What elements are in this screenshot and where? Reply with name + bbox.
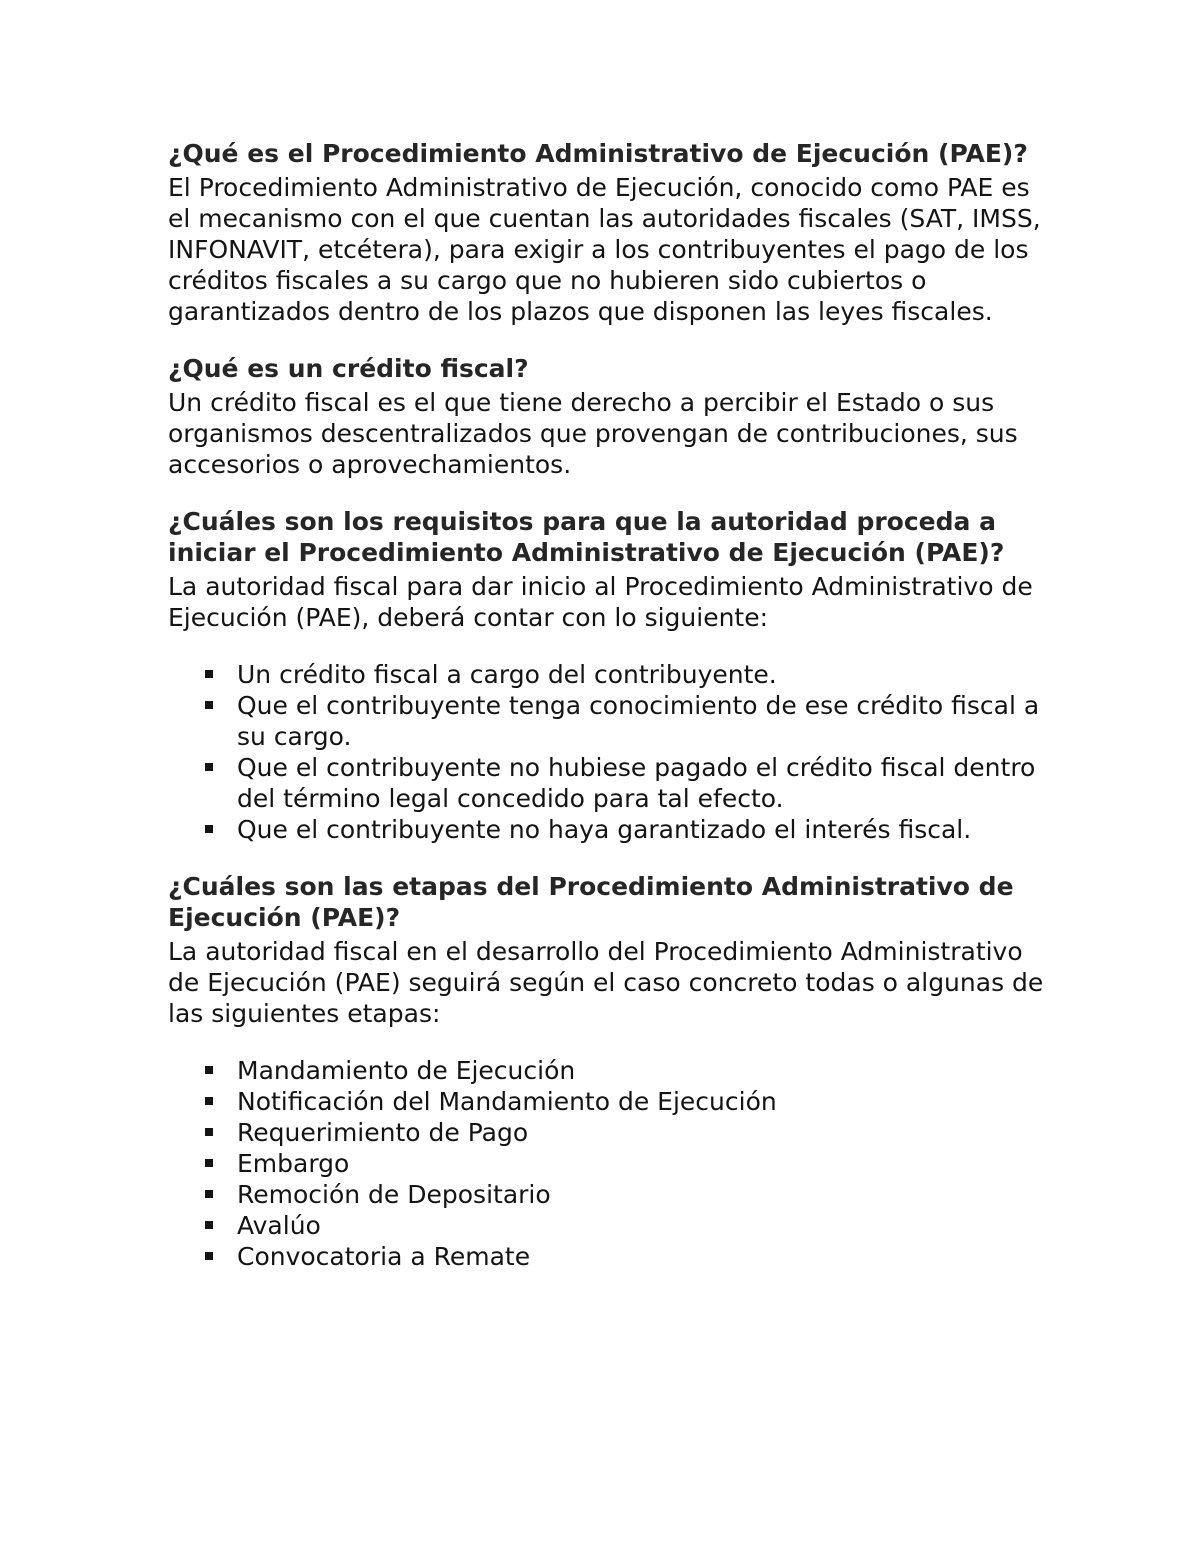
square-bullet-icon <box>205 701 213 709</box>
section-paragraph: La autoridad fiscal en el desarrollo del Procedimiento Administrativo de Ejecución (PAE) seguirá según el caso concreto todas o algunas de las siguientes etapas: <box>168 937 1044 1028</box>
list-item-text: Notificación del Mandamiento de Ejecución <box>237 1087 777 1116</box>
list-item-text: Que el contribuyente no haya garantizado el interés fiscal. <box>237 815 972 844</box>
section-heading: ¿Cuáles son los requisitos para que la autoridad proceda a iniciar el Procedimiento Administrativo de Ejecución (PAE)? <box>168 507 1005 567</box>
list-item <box>168 659 1048 690</box>
section-requisitos <box>168 506 1048 845</box>
list-item <box>168 1148 1048 1179</box>
list-item <box>168 752 1048 814</box>
list-item-text: Que el contribuyente tenga conocimiento de ese crédito fiscal a su cargo. <box>237 691 1040 751</box>
list-item-text: Que el contribuyente no hubiese pagado el crédito fiscal dentro del término legal concedido para tal efecto. <box>237 753 1036 813</box>
section-etapas <box>168 871 1048 1272</box>
square-bullet-icon <box>205 1128 213 1136</box>
section-heading: ¿Qué es el Procedimiento Administrativo de Ejecución (PAE)? <box>168 139 1028 168</box>
list-item <box>168 814 1048 845</box>
list-item <box>168 1117 1048 1148</box>
document-content <box>168 138 1048 1298</box>
square-bullet-icon <box>205 1190 213 1198</box>
square-bullet-icon <box>205 1159 213 1167</box>
list-item <box>168 1086 1048 1117</box>
section-paragraph: Un crédito fiscal es el que tiene derecho a percibir el Estado o sus organismos descentralizados que provengan de contribuciones, sus accesorios o aprovechamientos. <box>168 388 1018 479</box>
list-item <box>168 1055 1048 1086</box>
square-bullet-icon <box>205 1066 213 1074</box>
list-item-text: Convocatoria a Remate <box>237 1242 531 1271</box>
square-bullet-icon <box>205 763 213 771</box>
list-item-text: Remoción de Depositario <box>237 1180 551 1209</box>
section-heading: ¿Cuáles son las etapas del Procedimiento Administrativo de Ejecución (PAE)? <box>168 872 1014 932</box>
list-item <box>168 1241 1048 1272</box>
square-bullet-icon <box>205 670 213 678</box>
section-heading: ¿Qué es un crédito fiscal? <box>168 354 529 383</box>
section-paragraph: El Procedimiento Administrativo de Ejecución, conocido como PAE es el mecanismo con el que cuentan las autoridades fiscales (SAT, IMSS, INFONAVIT, etcétera), para exigir a los contribuyentes el pago de los créditos fiscales a su cargo que no hubieren sido cubiertos o garantizados dentro de los plazos que disponen las leyes fiscales. <box>168 173 1041 326</box>
square-bullet-icon <box>205 1097 213 1105</box>
list-item <box>168 1179 1048 1210</box>
section-pae-definition <box>168 138 1048 327</box>
list-item <box>168 1210 1048 1241</box>
list-item-text: Un crédito fiscal a cargo del contribuyente. <box>237 660 777 689</box>
section-paragraph: La autoridad fiscal para dar inicio al Procedimiento Administrativo de Ejecución (PAE), deberá contar con lo siguiente: <box>168 572 1033 632</box>
list-item <box>168 690 1048 752</box>
etapas-list <box>168 1055 1048 1272</box>
square-bullet-icon <box>205 825 213 833</box>
square-bullet-icon <box>205 1221 213 1229</box>
section-credito-fiscal <box>168 353 1048 480</box>
list-item-text: Mandamiento de Ejecución <box>237 1056 576 1085</box>
square-bullet-icon <box>205 1252 213 1260</box>
list-item-text: Avalúo <box>237 1211 321 1240</box>
list-item-text: Embargo <box>237 1149 350 1178</box>
requisitos-list <box>168 659 1048 845</box>
list-item-text: Requerimiento de Pago <box>237 1118 529 1147</box>
